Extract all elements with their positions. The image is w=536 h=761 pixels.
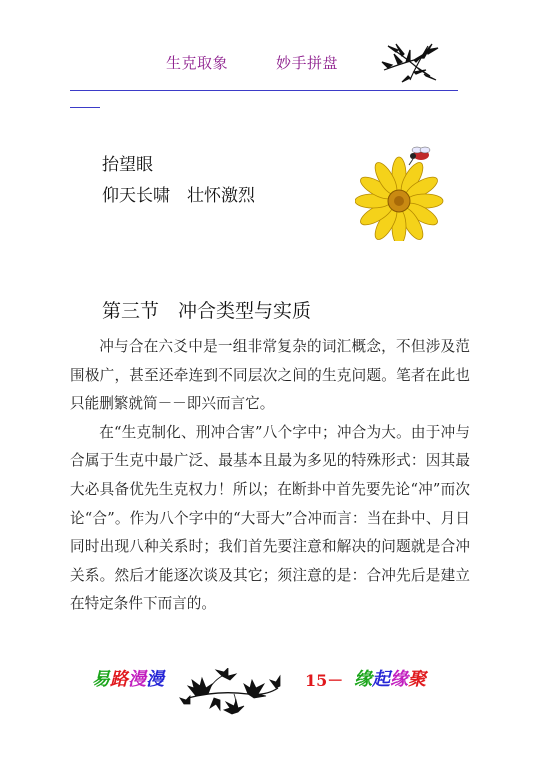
header-divider [70, 90, 458, 91]
footer-left-char: 路 [110, 669, 128, 690]
verse-line-1: 抬望眼 [102, 155, 153, 175]
footer-left-char: 漫 [146, 669, 164, 690]
maple-leaves-icon [178, 668, 282, 718]
sunflower-with-bee-icon [355, 145, 447, 241]
header-left-title: 生克取象 [166, 54, 229, 72]
verse-line-2: 仰天长啸 壮怀激烈 [102, 186, 255, 206]
footer-left-char: 易 [92, 669, 110, 690]
header-right-title: 妙手拼盘 [276, 54, 339, 72]
paragraph: 冲与合在六爻中是一组非常复杂的词汇概念，不但涉及范围极广，甚至还牵连到不同层次之间的生克问题。笔者在此也只能删繁就简－－即兴而言它。 [70, 338, 470, 413]
footer-left-char: 漫 [128, 669, 146, 690]
footer-right-char: 起 [372, 669, 390, 690]
page-number: 15－ [305, 671, 344, 690]
header-divider-short [70, 107, 100, 108]
footer-left-slogan [92, 665, 164, 691]
bamboo-leaves-icon [380, 40, 442, 84]
section-title: 第三节 冲合类型与实质 [102, 300, 312, 322]
footer-right-char: 缘 [354, 669, 372, 690]
paragraph: 在“生克制化、刑冲合害”八个字中；冲合为大。由于冲与合属于生克中最广泛、最基本且最为多见的特殊形式：因其最大必具备优先生克权力！所以；在断卦中首先要先论“冲”而次论“合”。作为八个字中的“大哥大”合冲而言：当在卦中、月日同时出现八种关系时；我们首先要注意和解决的问题就是合冲关系。然后才能逐次谈及其它；须注意的是：合冲先后是建立在特定条件下而言的。 [70, 423, 470, 613]
footer-right-char: 缘 [390, 669, 408, 690]
footer-right-slogan [354, 665, 426, 691]
body-text [70, 333, 470, 619]
footer-right-char: 聚 [408, 669, 426, 690]
